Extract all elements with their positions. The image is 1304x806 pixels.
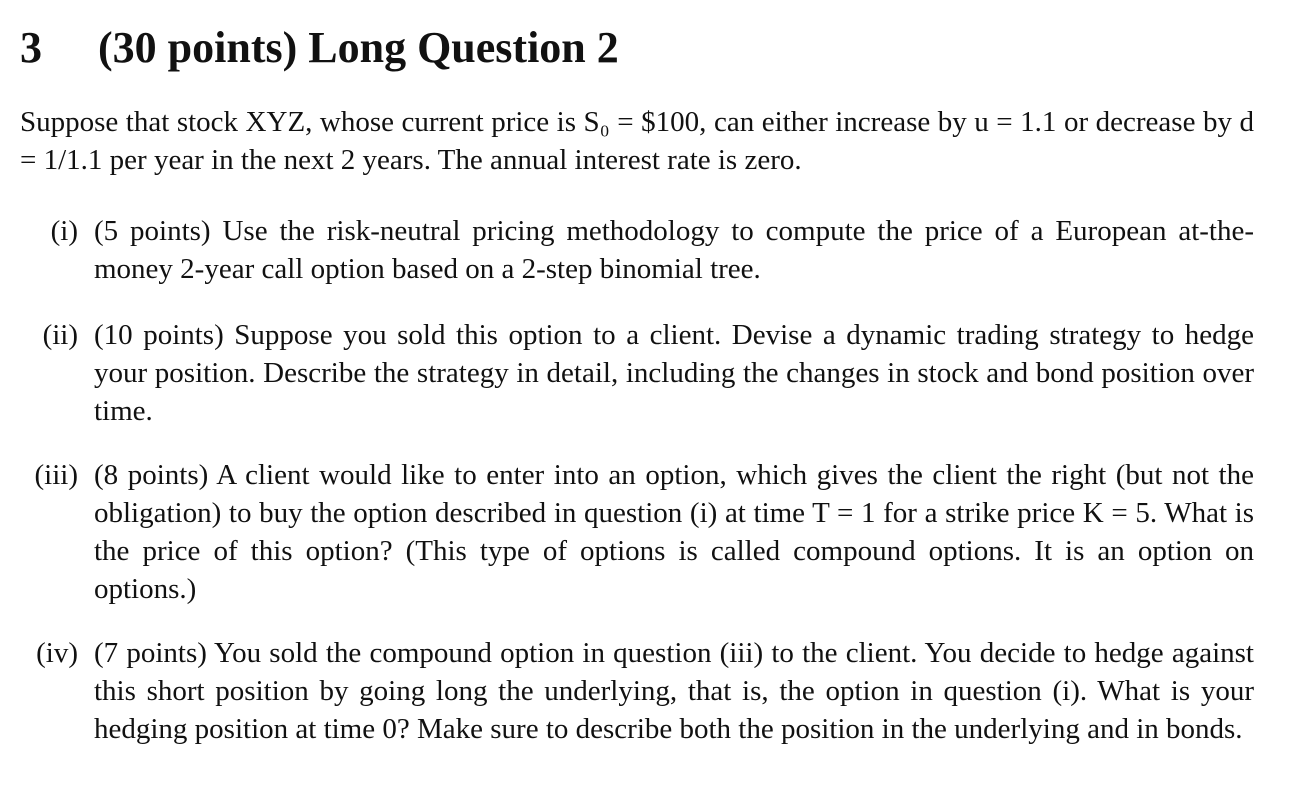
question-text: (8 points) A client would like to enter into an option, which gives the client the right (but not the obligation) to buy the option described in question (i) at time T = 1 for a strike price K = 5. What is the price of this option? (This type of options is called compound options. It is an option on options.) [94, 459, 1254, 605]
section-number: 3 [20, 23, 42, 72]
section-heading [20, 22, 619, 74]
question-text: (5 points) Use the risk-neutral pricing methodology to compute the price of a European at-the-money 2-year call option based on a 2-step binomial tree. [94, 215, 1254, 285]
question-label: (iii) [34, 459, 78, 491]
question-label: (i) [50, 215, 78, 247]
question-label: (ii) [42, 319, 78, 351]
section-title: (30 points) Long Question 2 [98, 23, 619, 72]
question-text: (10 points) Suppose you sold this option to a client. Devise a dynamic trading strategy to hedge your position. Describe the strategy in detail, including the changes in stock and bond position over time. [94, 319, 1254, 427]
question-label: (iv) [36, 637, 78, 669]
question-text: (7 points) You sold the compound option in question (iii) to the client. You decide to hedge against this short position by going long the underlying, that is, the option in question (i). What is your hedging position at time 0? Make sure to describe both the position in the underlying and in bonds. [94, 637, 1254, 745]
intro-paragraph: Suppose that stock XYZ, whose current price is S₀ = $100, can either increase by u = 1.1 or decrease by d = 1/1.1 per year in the next 2 years. The annual interest rate is zero. [20, 106, 1254, 176]
